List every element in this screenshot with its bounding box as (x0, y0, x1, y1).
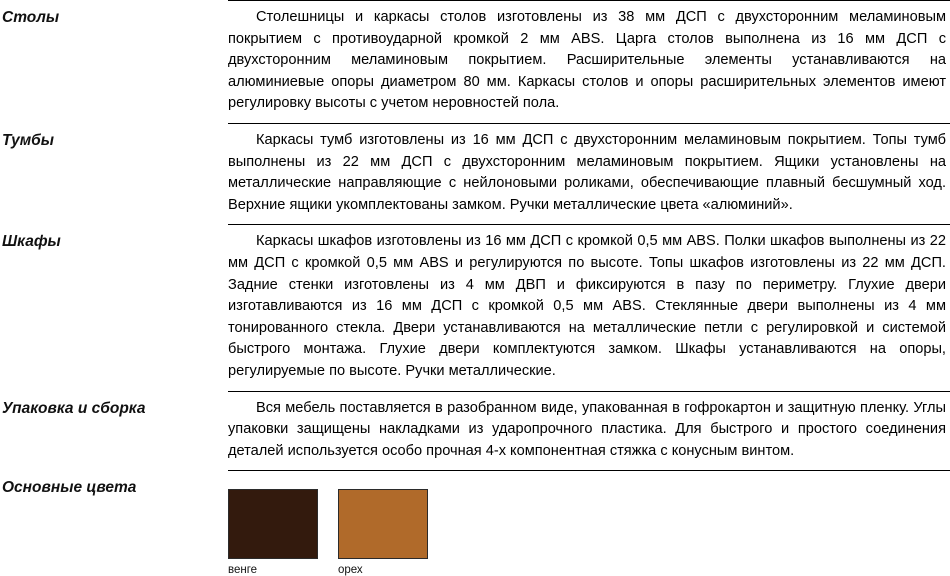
section-row-colors (0, 470, 950, 576)
color-swatch-item (228, 489, 318, 576)
section-row (0, 123, 950, 224)
section-text-stoly: Столешницы и каркасы столов изготовлены из 38 мм ДСП с двухсторонним меламиновым покрытием с противоударной кромкой 2 мм ABS. Царга столов выполнена из 16 мм ДСП с двухсторонним меламиновым покрытием. Расширительные элементы устанавливаются на алюминиевые опоры диаметром 80 мм. Каркасы столов и опоры расширительных элементов имеют регулировку высоты с учетом неровностей пола. (228, 9, 946, 112)
section-content-tumby (228, 123, 950, 224)
section-content-shkafy (228, 224, 950, 390)
color-swatch-caption: орех (338, 564, 363, 576)
section-label-upakovka: Упаковка и сборка (2, 399, 146, 417)
section-content-stoly (228, 0, 950, 123)
section-text-tumby: Каркасы тумб изготовлены из 16 мм ДСП с двухсторонним меламиновым покрытием. Топы тумб выполнены из 22 мм ДСП с двухсторонним меламиновым покрытием. Ящики установлены на металлические направляющие с нейлоновыми роликами, обеспечивающие плавный бесшумный ход. Верхние ящики укомплектованы замком. Ручки металлические цвета «алюминий». (228, 131, 946, 213)
section-label-colors: Основные цвета (2, 479, 137, 497)
section-row (0, 391, 950, 471)
section-label-shkafy: Шкафы (2, 233, 61, 251)
color-swatch-oreh (338, 489, 428, 559)
color-swatch-caption: венге (228, 564, 258, 576)
section-text-shkafy: Каркасы шкафов изготовлены из 16 мм ДСП с кромкой 0,5 мм ABS. Полки шкафов выполнены из 22 мм ДСП с кромкой 0,5 мм ABS и регулируются по высоте. Топы шкафов изготовлены из 22 мм ДСП. Задние стенки изготовлены из 4 мм ДВП и фиксируются в пазу по периметру. Глухие двери изготавливаются из 16 мм ДСП с кромкой 0,5 мм ABS. Стеклянные двери выполнены из 4 мм тонированного стекла. Двери устанавливаются на металлические петли с регулировкой и системой быстрого монтажа. Глухие двери комплектуются замком. Шкафы устанавливаются на опоры, регулируемые по высоте. Ручки металлические. (228, 233, 946, 379)
color-swatch-venge (228, 489, 318, 559)
section-content-upakovka (228, 391, 950, 471)
section-label-tumby: Тумбы (2, 131, 55, 149)
section-row (0, 224, 950, 390)
color-swatch-item (338, 489, 428, 576)
section-content-colors (228, 470, 950, 576)
section-text-upakovka: Вся мебель поставляется в разобранном виде, упакованная в гофрокартон и защитную пленку. Углы упаковки защищены накладками из ударопрочного пластика. Для быстрого и простого соединения деталей используется особо прочная 4-х компонентная стяжка с конусным винтом. (228, 399, 946, 459)
color-swatch-list (228, 471, 950, 576)
section-row (0, 0, 950, 123)
section-label-stoly: Столы (2, 9, 60, 26)
